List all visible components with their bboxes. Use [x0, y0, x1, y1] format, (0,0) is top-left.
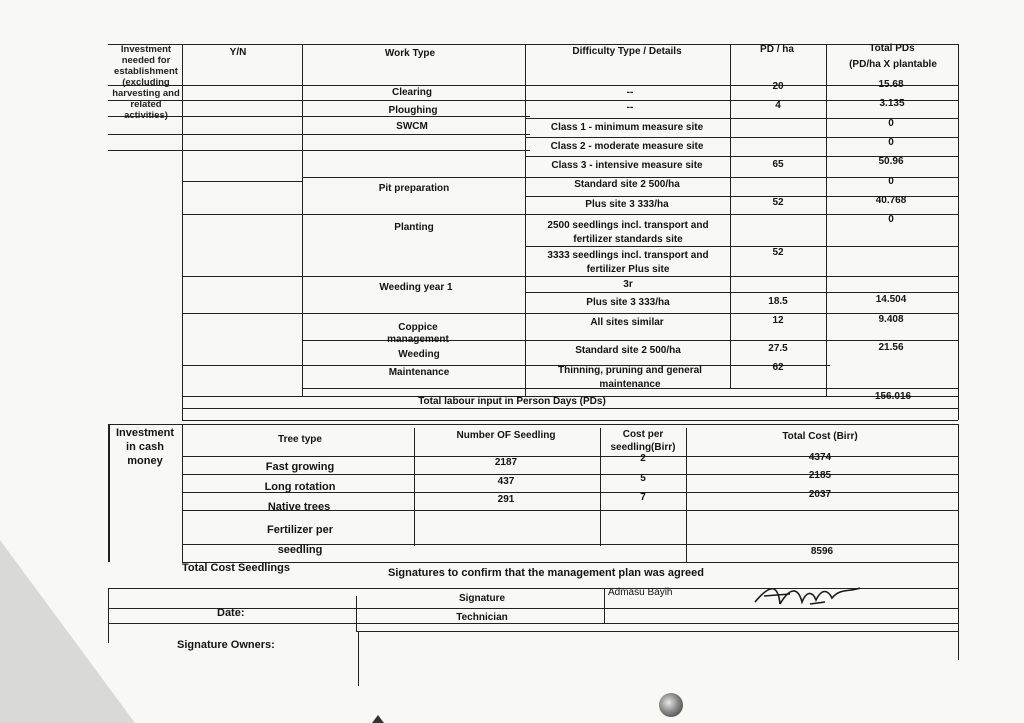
signature-label: Signature [458, 593, 506, 604]
total-pds-subheader: (PD/ha X plantable [849, 59, 937, 70]
technician-name: Admasu Bayih [608, 587, 673, 598]
tree-fast-growing: Fast growing [265, 461, 335, 473]
section1-label: Investment needed for establishment (excluding harvesting and related activities) [112, 44, 180, 121]
section2-label: Investment in cash money [115, 427, 175, 467]
total-swcm-class1: 0 [888, 118, 894, 129]
total-weeding-plus: 14.504 [875, 294, 907, 305]
work-weeding-year1: Weeding year 1 [379, 282, 453, 293]
detail-coppice: All sites similar [590, 317, 664, 328]
page-shadow [0, 540, 135, 723]
total-cost-seedlings-value: 8596 [810, 546, 834, 557]
pd-weeding-plus: 18.5 [768, 296, 788, 307]
detail-swcm-class3: Class 3 - intensive measure site [551, 160, 703, 171]
detail-weeding-3r: 3r [623, 279, 633, 290]
tree-long-rotation: Long rotation [264, 481, 336, 493]
cost-per-header: Cost per seedling(Birr) [610, 429, 676, 453]
work-ploughing: Ploughing [388, 105, 438, 116]
detail-swcm-class2: Class 2 - moderate measure site [550, 141, 704, 152]
total-pit-plus: 40.768 [875, 195, 907, 206]
pd-maintenance: 62 [772, 362, 784, 373]
pd-ploughing: 4 [775, 100, 781, 111]
total-fast: 4374 [808, 452, 832, 463]
total-planting-standard: 0 [888, 214, 894, 225]
cost-long: 5 [640, 473, 646, 484]
fertilizer-label: Fertilizer per seedling [266, 524, 334, 556]
date-label: Date: [217, 607, 245, 619]
total-coppice: 9.408 [878, 314, 904, 325]
num-native: 291 [497, 494, 515, 505]
total-swcm-class3: 50.96 [878, 156, 904, 167]
tree-type-header: Tree type [278, 434, 322, 445]
difficulty-header: Difficulty Type / Details [572, 46, 682, 57]
page-mark [372, 715, 384, 723]
technician-label: Technician [456, 612, 508, 623]
detail-swcm-class1: Class 1 - minimum measure site [550, 122, 704, 133]
detail-clearing: -- [626, 87, 634, 98]
total-pit-standard: 0 [888, 176, 894, 187]
detail-pit-plus: Plus site 3 333/ha [585, 199, 669, 210]
num-long: 437 [497, 476, 515, 487]
handwritten-signature [750, 582, 870, 612]
pd-clearing: 20 [772, 81, 784, 92]
detail-weeding-standard: Standard site 2 500/ha [575, 345, 681, 356]
detail-planting-standard: 2500 seedlings incl. transport and fertilizer standards site [547, 220, 709, 245]
cost-fast: 2 [640, 453, 646, 464]
total-pds-header: Total PDs [869, 43, 915, 54]
work-weeding: Weeding [398, 349, 440, 360]
pd-weeding-standard: 27.5 [768, 343, 788, 354]
num-seedling-header: Number OF Seedling [456, 430, 556, 441]
total-swcm-class2: 0 [888, 137, 894, 148]
pd-swcm-class3: 65 [772, 159, 784, 170]
detail-planting-plus: 3333 seedlings incl. transport and fertilizer Plus site [547, 250, 709, 275]
total-labour-value: 156.016 [874, 391, 912, 402]
detail-maintenance: Thinning, pruning and general maintenance [558, 365, 702, 390]
detail-weeding-plus: Plus site 3 333/ha [586, 297, 670, 308]
detail-ploughing: -- [626, 102, 634, 113]
work-planting: Planting [394, 222, 434, 233]
total-cost-header: Total Cost (Birr) [782, 431, 858, 442]
detail-pit-standard: Standard site 2 500/ha [574, 179, 680, 190]
pd-ha-header: PD / ha [760, 44, 794, 55]
tree-native: Native trees [267, 501, 331, 513]
total-weeding-standard: 21.56 [878, 342, 904, 353]
yn-header: Y/N [229, 47, 247, 58]
num-fast: 2187 [494, 457, 518, 468]
signature-owners-label: Signature Owners: [177, 639, 275, 651]
signature-heading: Signatures to confirm that the management plan was agreed [387, 567, 705, 579]
work-clearing: Clearing [391, 87, 433, 98]
pd-coppice: 12 [772, 315, 784, 326]
work-swcm: SWCM [396, 121, 428, 132]
total-long: 2185 [808, 470, 832, 481]
work-coppice: Coppice management [387, 322, 449, 345]
total-clearing: 15.68 [878, 79, 904, 90]
total-ploughing: 3.135 [879, 98, 905, 109]
work-maintenance: Maintenance [388, 367, 450, 378]
pd-planting-plus: 52 [772, 247, 784, 258]
work-type-header: Work Type [384, 48, 436, 59]
total-labour-label: Total labour input in Person Days (PDs) [418, 396, 606, 407]
cost-native: 7 [640, 492, 646, 503]
work-pit-preparation: Pit preparation [378, 183, 450, 194]
pd-pit-plus: 52 [772, 197, 784, 208]
total-cost-seedlings-label: Total Cost Seedlings [182, 562, 290, 574]
total-native: 2037 [808, 489, 832, 500]
pin-mark [659, 693, 683, 717]
